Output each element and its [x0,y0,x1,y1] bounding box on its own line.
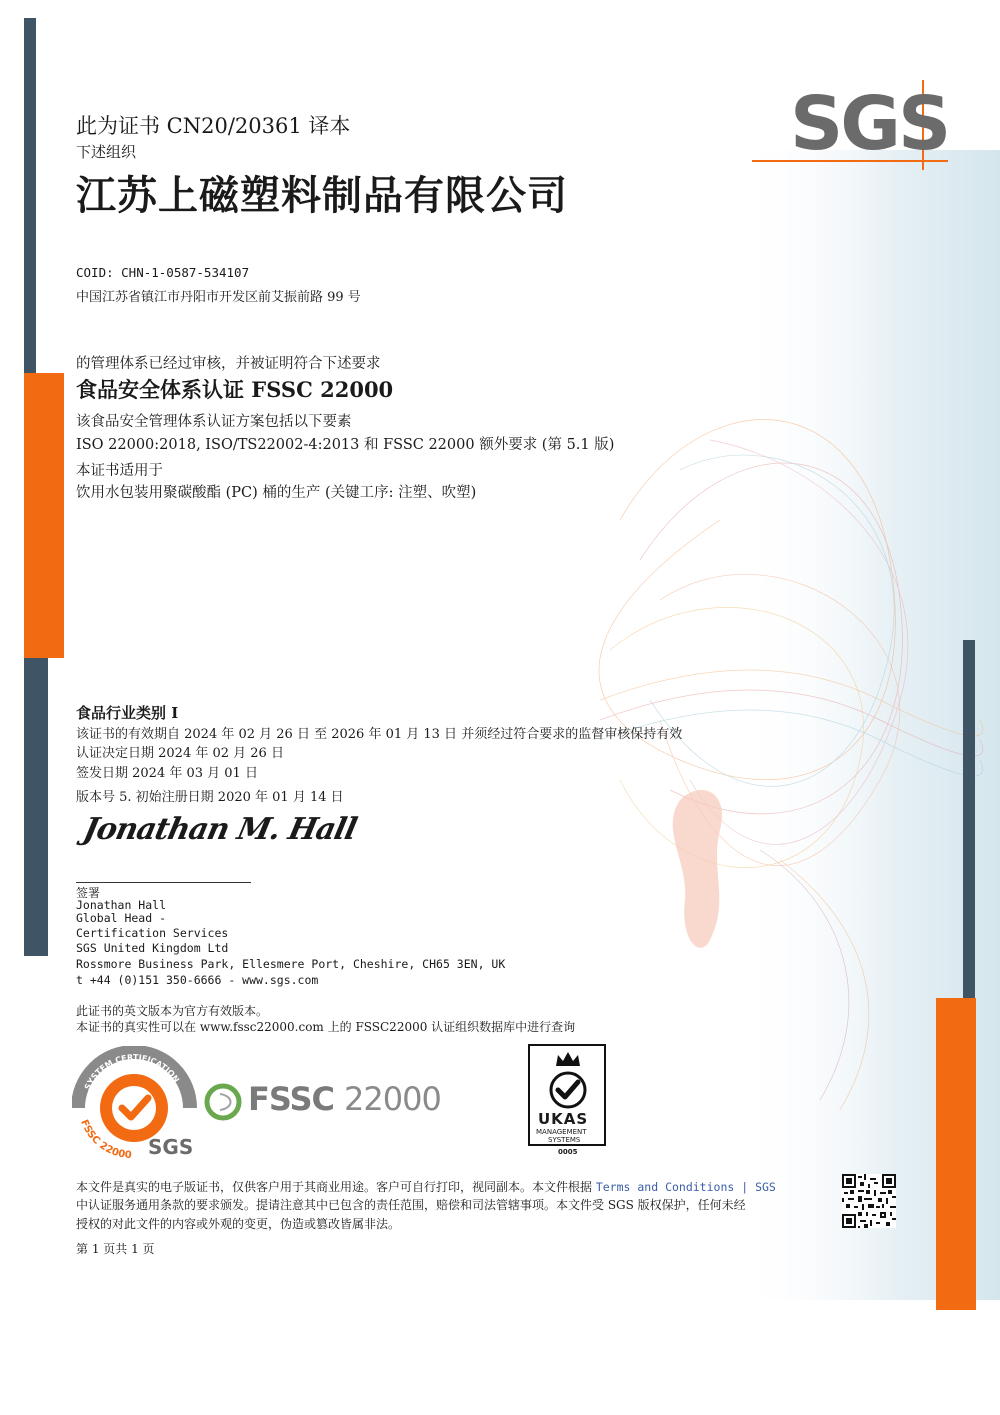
signatory-name: Jonathan Hall [76,898,167,912]
ukas-logo [528,1044,608,1160]
note-verify: 本证书的真实性可以在 www.fssc22000.com 上的 FSSC22000 认证组织数据库中进行查询 [76,1020,576,1034]
applies-intro: 本证书适用于 [76,463,163,479]
sign-label: 签署 [76,886,101,900]
food-category: 食品行业类别 I [76,704,179,722]
disclaimer-line-2: 中认证服务通用条款的要求颁发。提请注意其中已包含的责任范围，赔偿和司法管辖事项。本文件受 SGS 版权保护，任何未经 [76,1198,746,1212]
org-intro: 下述组织 [76,143,137,161]
version-info: 版本号 5. 初始注册日期 2020 年 01 月 14 日 [76,790,344,805]
coid: COID: CHN-1-0587-534107 [76,265,250,280]
sgs-logo [752,80,952,170]
signatory-contact: t +44 (0)151 350-6666 - www.sgs.com [76,973,319,987]
fssc-logo [202,1080,442,1122]
standard-title: 食品安全体系认证 FSSC 22000 [76,377,394,402]
right-slate-bar [963,640,975,998]
org-address: 中国江苏省镇江市丹阳市开发区前艾振前路 99 号 [76,290,361,305]
ukas-word: UKAS [538,1110,589,1128]
sgs-logo-text: SGS [790,81,949,167]
ukas-sub-2: SYSTEMS [548,1136,581,1144]
decision-date: 认证决定日期 2024 年 02 月 26 日 [76,746,284,761]
seal-arc-top-text: SYSTEM CERTIFICATION [82,1052,181,1092]
ukas-check-icon [544,1070,592,1110]
company-name: 江苏上磁塑料制品有限公司 [76,172,568,219]
fssc-word: FSSC [248,1080,334,1118]
fssc-swirl-icon [202,1082,244,1122]
qr-code[interactable] [842,1174,896,1228]
standards-list: ISO 22000:2018, ISO/TS22002-4:2013 和 FSSC 22000 额外要求 (第 5.1 版) [76,437,615,453]
scheme-intro: 该食品安全管理体系认证方案包括以下要素 [76,414,352,430]
signatory-title-2: Certification Services [76,926,229,940]
note-english-official: 此证书的英文版本为官方有效版本。 [76,1004,269,1018]
right-orange-bar [936,998,976,1310]
audit-statement: 的管理体系已经过审核，并被证明符合下述要求 [76,356,381,372]
ukas-sub-1: MANAGEMENT [536,1128,587,1136]
left-slate-bar-top [24,18,36,373]
sgs-fssc-seal [72,1046,197,1161]
terms-link[interactable]: Terms and Conditions | SGS [595,1180,776,1194]
seal-sgs-text: SGS [148,1135,194,1159]
ukas-number: 0005 [558,1148,578,1156]
disclaimer-text-1: 本文件是真实的电子版证书，仅供客户用于其商业用途。客户可自行打印，视同副本。本文件根据 [76,1180,596,1194]
seal-arc-bottom-text: FSSC 22000 [78,1118,133,1161]
translation-line: 此为证书 CN20/20361 译本 [76,114,351,138]
page-number: 第 1 页共 1 页 [76,1242,155,1256]
signature: Jonathan M. Hall [80,812,360,847]
applies-text: 饮用水包装用聚碳酸酯 (PC) 桶的生产 (关键工序: 注塑、吹塑) [76,485,477,501]
disclaimer-line-1 [76,1178,776,1195]
valid-period: 该证书的有效期自 2024 年 02 月 26 日 至 2026 年 01 月 13 日 并须经过符合要求的监督审核保持有效 [76,727,683,742]
fssc-number: 22000 [344,1080,441,1118]
left-orange-bar [24,373,64,658]
disclaimer-line-3: 授权的对此文件的内容或外观的变更，伪造或篡改皆属非法。 [76,1217,401,1231]
crown-icon [554,1050,582,1068]
issue-date: 签发日期 2024 年 03 月 01 日 [76,766,258,781]
signature-line [76,882,251,883]
signatory-title-1: Global Head - [76,911,167,925]
signatory-company: SGS United Kingdom Ltd [76,941,229,955]
left-slate-bar-bottom [24,658,48,956]
signatory-address: Rossmore Business Park, Ellesmere Port, Cheshire, CH65 3EN, UK [76,957,506,971]
